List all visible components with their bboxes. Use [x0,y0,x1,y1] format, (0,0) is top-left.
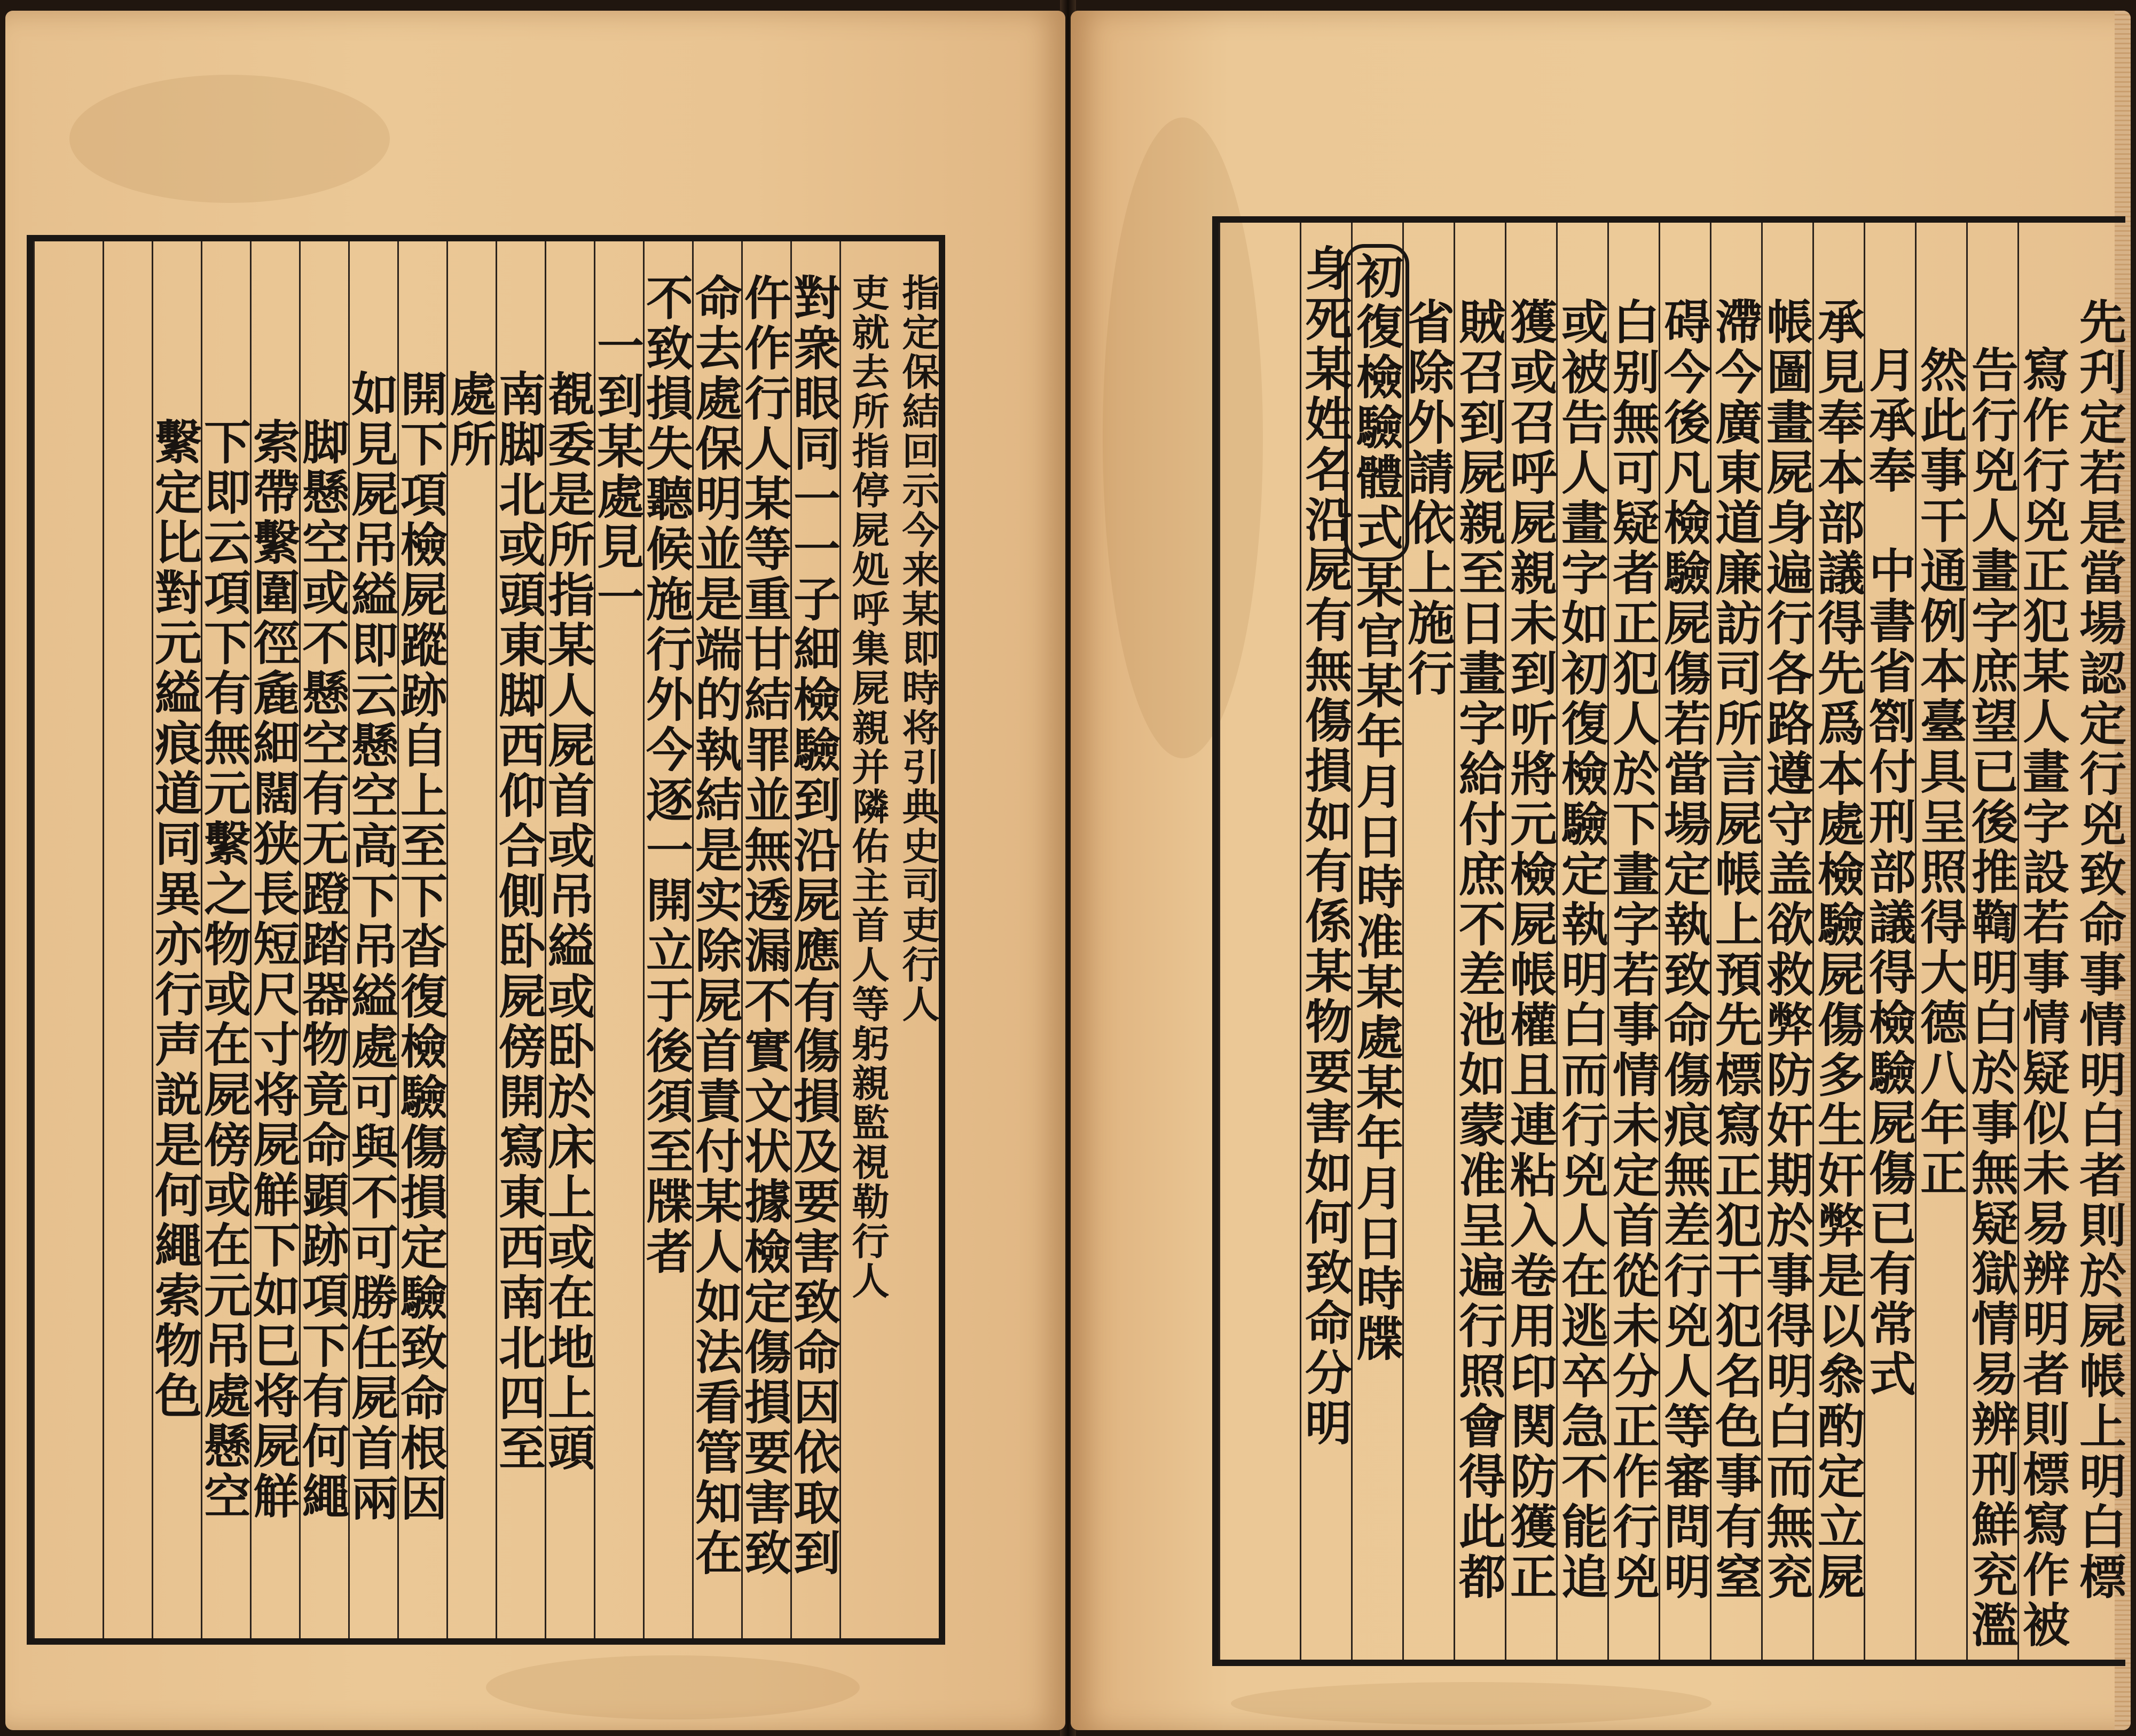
text-column: 承見奉本部議得先爲本處檢驗屍傷多生奸弊是以叅酌定立屍 [1812,223,1864,1660]
right-page [1071,11,2131,1730]
text-column: 對衆眼同一一子細檢驗到沿屍應有傷損及要害致命因依取到 [790,241,839,1638]
paper-stain [69,75,390,203]
text-column: 白别無可疑者正犯人於下畫字若事情未定首從未分正作行兇 [1607,223,1659,1660]
text-column-empty [103,241,152,1638]
text-column: 先刋定若是當場認定行兇致命事情明白者則於屍帳上明白標 [2072,297,2127,1603]
text-column: 或被告人畫字如初復檢驗定執明白而行兇人在逃卒急不能追 [1556,223,1607,1660]
right-text-frame [1212,216,2125,1666]
text-column: 仵作行人某等重甘結罪並無透漏不實文状據檢定傷損要害致 [741,241,790,1638]
text-column: 身死某姓名沿屍有無傷損如有係某物要害如何致命分明 [1300,223,1351,1660]
text-column: 吏就去所指停屍処呼集屍親并隣佑主首人等躬親監視勒行人 [839,241,889,1638]
text-column: 滯今廣東道廉訪司所言屍帳上預先標寫正犯干犯名色事有窒 [1710,223,1761,1660]
left-page [5,11,1065,1730]
text-column: 帳圖畫屍身遍行各路遵守盖欲救弊防奸期於事得明白而無兖 [1761,223,1812,1660]
text-column-empty [1219,223,1300,1660]
left-text-frame [27,235,945,1645]
text-column: 月承奉 中書省劄付刑部議得檢驗屍傷已有常式 [1864,223,1915,1660]
text-column: 寫作行兇正犯某人畫字設若事情疑似未易辨明者則標寫作被 [2017,223,2069,1660]
text-column: 一到某處見一 [594,241,643,1638]
text-column: 繫定比對元縊痕道同異亦行声説是何繩索物色 [152,241,201,1638]
text-column: 覩委是所指某人屍首或吊縊或卧於床上或在地上頭 [545,241,594,1638]
paper-stain [486,1655,860,1719]
text-column: 命去處保明並是端的執結是实除屍首責付某人如法看管知在 [692,241,741,1638]
heading-line-text: 某官某年月日時准某處某年月日時牒 [1349,561,1404,1364]
text-column: 索帶繫圍徑麁細闊狭長短尺寸将屍觧下如巳将屍觧 [250,241,299,1638]
text-column: 獲或召呼屍親未到听將元檢屍帳權且連粘入卷用印関防獲正 [1505,223,1556,1660]
text-column: 碍今後凡檢驗屍傷若當場定執致命傷痕無差行兇人等審問明 [1659,223,1710,1660]
text-column: 賊召到屍親至日畫字給付庶不差池如蒙准呈遍行照會得此都 [1454,223,1505,1660]
text-column: 處所 [446,241,496,1638]
section-heading: 初復檢驗體式 [1344,244,1409,561]
text-column-empty [33,241,103,1638]
text-column: 告行兇人畫字庶望已後推鞫明白於事無疑獄情易辨刑鮮兖濫 [1966,223,2017,1660]
text-column: 開下項檢屍蹤跡自上至下沓復檢驗傷損定驗致命根因 [397,241,446,1638]
text-column: 南脚北或頭東脚西仰合側卧屍傍開寫東西南北四至 [496,241,545,1638]
text-column: 脚懸空或不懸空有无蹬踏器物竟命顕跡項下有何繩 [299,241,348,1638]
text-column: 指定保結回示今来某即時将引典史司吏行人 [896,273,940,1024]
text-column: 不致損失聽候施行外今逐一開立于後須至牒者 [643,241,692,1638]
text-column: 如見屍吊縊即云懸空高下吊縊處可與不可勝任屍首兩 [348,241,397,1638]
text-column: 下即云項下有無元繫之物或在屍傍或在元吊處懸空 [201,241,250,1638]
text-column-heading [1351,223,1402,1660]
text-column: 省除外請依上施行 [1402,223,1454,1660]
paper-stain [1231,1682,1711,1725]
text-column: 然此事干通例本臺具呈照得大德八年正 [1915,223,1966,1660]
